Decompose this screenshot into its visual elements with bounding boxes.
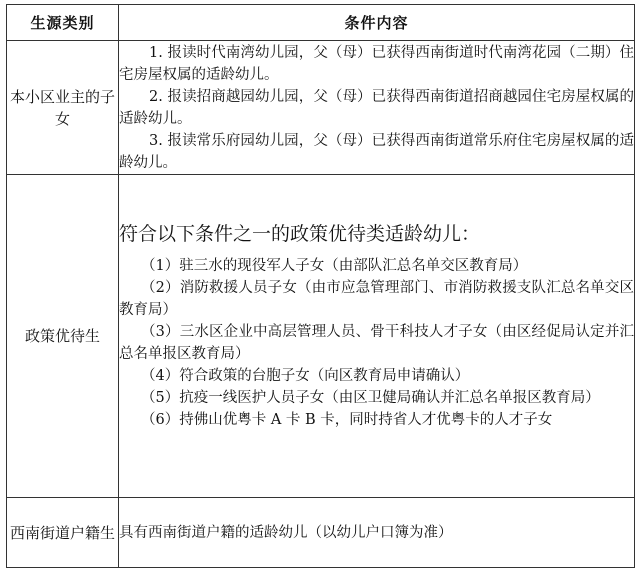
policy-item: （2）消防救援人员子女（由市应急管理部门、市消防救援支队汇总名单交区教育局） <box>119 280 634 318</box>
header-category: 生源类别 <box>7 5 119 41</box>
table-header-row <box>7 5 635 41</box>
policy-item: （3）三水区企业中高层管理人员、骨干科技人才子女（由区经促局认定并汇总名单报区教育局） <box>119 324 634 362</box>
header-content: 条件内容 <box>119 5 635 41</box>
enrollment-conditions-table <box>6 4 635 568</box>
table-row <box>7 175 635 498</box>
condition-item: 2. 报读招商越园幼儿园，父（母）已获得西南街道招商越园住宅房屋权属的适龄幼儿。 <box>119 89 634 127</box>
table-row <box>7 498 635 568</box>
table-row <box>7 41 635 175</box>
category-owner-children: 本小区业主的子女 <box>9 87 115 128</box>
policy-item: （4）符合政策的台胞子女（向区教育局申请确认） <box>141 368 470 384</box>
category-policy-priority: 政策优待生 <box>24 327 100 345</box>
content-cell <box>119 498 635 568</box>
content-cell <box>119 41 635 175</box>
category-cell <box>7 498 119 568</box>
policy-item: （6）持佛山优粤卡 A 卡 B 卡，同时持省人才优粤卡的人才子女 <box>141 412 553 428</box>
condition-item: 3. 报读常乐府园幼儿园，父（母）已获得西南街道常乐府住宅房屋权属的适龄幼儿。 <box>119 133 634 171</box>
policy-lead-text: 符合以下条件之一的政策优待类适龄幼儿： <box>119 223 481 245</box>
policy-item: （5）抗疫一线医护人员子女（由区卫健局确认并汇总名单报区教育局） <box>141 390 600 406</box>
policy-item: （1）驻三水的现役军人子女（由部队汇总名单交区教育局） <box>141 258 528 274</box>
category-cell <box>7 175 119 498</box>
condition-item: 1. 报读时代南湾幼儿园，父（母）已获得西南街道时代南湾花园（二期）住宅房屋权属的适龄幼儿。 <box>119 45 634 83</box>
condition-item: 具有西南街道户籍的适龄幼儿（以幼儿户口簿为准） <box>119 524 453 541</box>
category-local-household: 西南街道户籍生 <box>9 523 115 542</box>
content-cell <box>119 175 635 498</box>
category-cell <box>7 41 119 175</box>
